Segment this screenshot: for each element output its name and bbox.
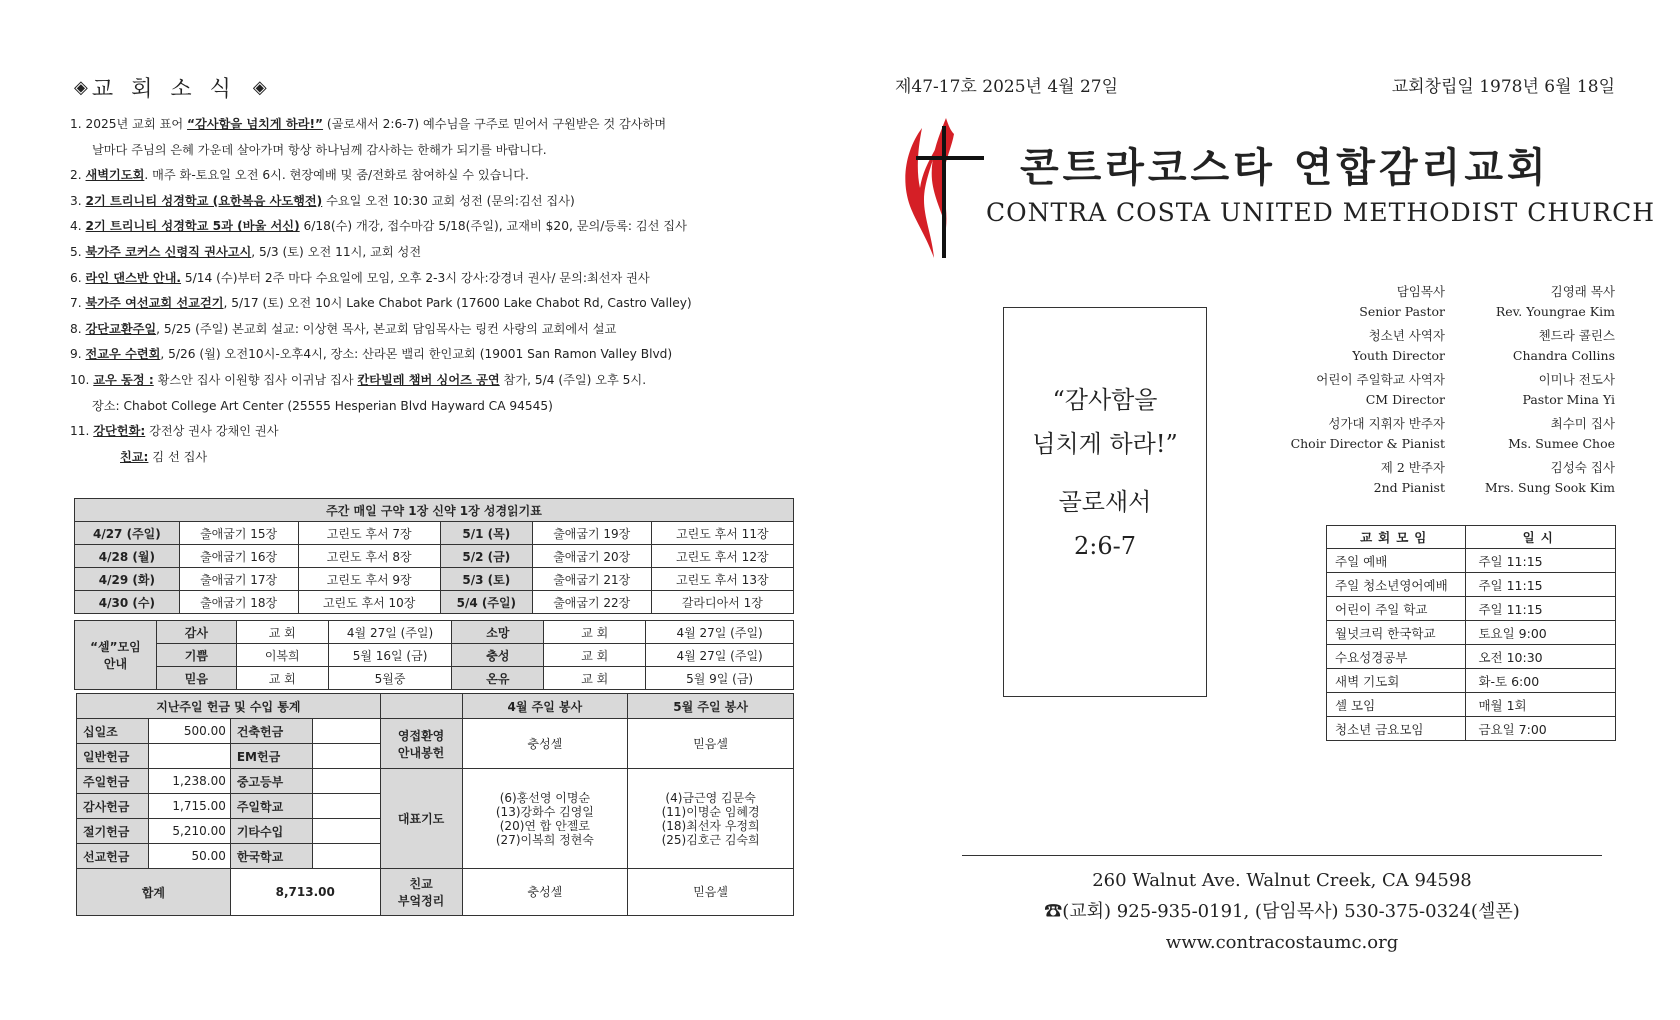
cell-value: 4월 27일 (주일) xyxy=(328,621,452,644)
news-text: . 매주 화-토요일 오전 6시. 현장예배 및 줌/전화로 참여하실 수 있습니다. xyxy=(144,168,529,183)
total-amount: 8,713.00 xyxy=(230,869,380,916)
news-text: 3. xyxy=(70,193,86,208)
may-service-header: 5월 주일 봉사 xyxy=(628,694,794,719)
offering-amount xyxy=(148,744,230,769)
reading-chapter: 출애굽기 15장 xyxy=(179,522,298,545)
reading-header: 주간 매일 구약 1장 신약 1장 성경읽기표 xyxy=(75,499,794,522)
news-emphasis: 전교우 수련회 xyxy=(85,347,161,362)
news-item xyxy=(70,394,810,420)
reading-date: 5/2 (금) xyxy=(440,545,532,568)
staff-row xyxy=(1290,478,1615,498)
offering-amount xyxy=(312,844,380,869)
staff-name: Pastor Mina Yi xyxy=(1522,392,1615,407)
cell-group-name: 충성 xyxy=(452,644,544,667)
meeting-time: 토요일 9:00 xyxy=(1466,621,1616,645)
cell-value: 교 회 xyxy=(236,621,328,644)
reading-date: 4/27 (주일) xyxy=(75,522,180,545)
divider xyxy=(962,855,1602,856)
cell-group-name: 기쁨 xyxy=(156,644,236,667)
staff-role: Senior Pastor xyxy=(1359,304,1445,319)
news-emphasis: 2기 트리니티 성경학교 5과 (바울 서신) xyxy=(85,219,300,234)
meeting-time: 화-토 6:00 xyxy=(1466,669,1616,693)
news-item xyxy=(70,317,810,343)
total-label: 합계 xyxy=(77,869,231,916)
motto-line-3: 골로새서 xyxy=(1058,488,1152,516)
staff-role: Choir Director & Pianist xyxy=(1290,436,1445,451)
news-item xyxy=(70,368,810,394)
staff-name: 첸드라 콜린스 xyxy=(1538,328,1615,343)
news-emphasis: 새벽기도회 xyxy=(85,168,145,183)
news-emphasis: 친교: xyxy=(120,449,149,464)
cell-meeting-table xyxy=(74,620,794,690)
cell-value: 이복희 xyxy=(236,644,328,667)
staff-row xyxy=(1290,458,1615,478)
cell-value: 교 회 xyxy=(544,667,646,690)
news-item xyxy=(70,138,810,164)
news-text: 6. xyxy=(70,270,86,285)
may-service: (4)금근영 김문숙 (11)이명순 임혜경 (18)최선자 우정희 (25)김호근 김숙희 xyxy=(628,769,794,869)
meeting-time: 매월 1회 xyxy=(1466,693,1616,717)
reading-chapter: 고린도 후서 7장 xyxy=(298,522,440,545)
staff-role: Youth Director xyxy=(1352,348,1445,363)
meeting-time: 주일 11:15 xyxy=(1466,597,1616,621)
motto-line-4: 2:6-7 xyxy=(1073,532,1136,560)
news-text: 8. xyxy=(70,321,86,336)
staff-name: 김영래 목사 xyxy=(1550,284,1615,299)
news-text: , 5/26 (월) 오전10시-오후4시, 장소: 산라몬 밸리 한인교회 (19001 San Ramon Valley Blvd) xyxy=(160,347,673,362)
cross-and-flame-logo xyxy=(902,118,986,260)
cell-group-name: 온유 xyxy=(452,667,544,690)
news-emphasis: 강단헌화: xyxy=(93,424,146,439)
offering-label: 주일헌금 xyxy=(77,769,149,794)
news-emphasis: 북가주 여선교회 선교걷기 xyxy=(85,296,224,311)
offering-label: 한국학교 xyxy=(230,844,312,869)
offering-label: 감사헌금 xyxy=(77,794,149,819)
staff-row xyxy=(1290,282,1615,302)
news-list xyxy=(70,112,810,470)
bible-reading-table xyxy=(74,498,794,614)
staff-row xyxy=(1290,370,1615,390)
staff-role: CM Director xyxy=(1365,392,1445,407)
apr-service-header: 4월 주일 봉사 xyxy=(462,694,628,719)
motto-line-1: “감사함을 xyxy=(1052,386,1158,414)
may-service: 믿음셀 xyxy=(628,719,794,769)
offering-label: 중고등부 xyxy=(230,769,312,794)
news-emphasis: 2기 트리니티 성경학교 (요한복음 사도행전) xyxy=(85,193,323,208)
reading-chapter: 고린도 후서 11장 xyxy=(651,522,793,545)
reading-date: 5/1 (목) xyxy=(440,522,532,545)
service-label: 영접환영 안내봉헌 xyxy=(380,719,462,769)
meeting-name: 청소년 금요모임 xyxy=(1327,717,1466,741)
cell-value: 교 회 xyxy=(544,621,646,644)
reading-chapter: 갈라디아서 1장 xyxy=(651,591,793,614)
apr-service: (6)홍선영 이명순 (13)강화수 김영일 (20)연 합 안젤로 (27)이복희 정현숙 xyxy=(462,769,628,869)
diamond-icon: ◈ xyxy=(74,77,88,98)
news-text: 10. xyxy=(70,372,94,387)
cell-value: 5월중 xyxy=(328,667,452,690)
meetings-header-time: 일시 xyxy=(1466,526,1616,549)
offering-amount: 5,210.00 xyxy=(148,819,230,844)
news-text: 참가, 5/4 (주일) 오후 5시. xyxy=(499,372,647,387)
offering-label: 절기헌금 xyxy=(77,819,149,844)
motto-line-2: 넘치게 하라!” xyxy=(1032,430,1178,458)
reading-date: 4/30 (수) xyxy=(75,591,180,614)
cell-group-name: 소망 xyxy=(452,621,544,644)
reading-chapter: 고린도 후서 8장 xyxy=(298,545,440,568)
news-text: (골로새서 2:6-7) 예수님을 구주로 믿어서 구원받은 것 감사하며 xyxy=(323,117,667,131)
staff-role: 청소년 사역자 xyxy=(1368,328,1445,343)
staff-name: 최수미 집사 xyxy=(1550,416,1615,431)
offering-amount xyxy=(312,744,380,769)
staff-name: Rev. Youngrae Kim xyxy=(1495,304,1615,319)
news-title: ◈ 교회소식 ◈ xyxy=(74,77,267,102)
cell-group-name: 감사 xyxy=(156,621,236,644)
reading-chapter: 출애굽기 18장 xyxy=(179,591,298,614)
issue-date: 제47-17호 2025년 4월 27일 xyxy=(895,77,1119,97)
news-emphasis: 칸타빌레 챔버 싱어즈 공연 xyxy=(357,372,500,387)
news-emphasis: 라인 댄스반 안내. xyxy=(85,270,182,285)
cell-value: 4월 27일 (주일) xyxy=(646,644,794,667)
cell-value: 5월 16일 (금) xyxy=(328,644,452,667)
cell-meeting-label xyxy=(75,621,157,690)
finance-header: 지난주일 헌금 및 수입 통계 xyxy=(77,694,381,719)
staff-row xyxy=(1290,326,1615,346)
news-text: 4. xyxy=(70,219,86,234)
offering-label: 선교헌금 xyxy=(77,844,149,869)
meeting-name: 주일 청소년영어예배 xyxy=(1327,573,1466,597)
reading-chapter: 출애굽기 19장 xyxy=(532,522,651,545)
apr-service: 충성셀 xyxy=(462,869,628,916)
reading-date: 4/28 (월) xyxy=(75,545,180,568)
offering-label: EM헌금 xyxy=(230,744,312,769)
phone-numbers: ☎(교회) 925-935-0191, (담임목사) 530-375-0324(셀폰) xyxy=(1044,901,1520,922)
diamond-icon: ◈ xyxy=(252,77,267,98)
reading-date: 5/3 (토) xyxy=(440,568,532,591)
news-text: 김 선 집사 xyxy=(148,449,208,464)
news-item xyxy=(70,112,810,138)
staff-role: 담임목사 xyxy=(1396,284,1445,299)
staff-role: 어린이 주일학교 사역자 xyxy=(1316,372,1445,387)
offering-label: 십일조 xyxy=(77,719,149,744)
meeting-name: 새벽 기도회 xyxy=(1327,669,1466,693)
news-text: 1. 2025년 교회 표어 xyxy=(70,117,188,131)
offering-amount: 1,715.00 xyxy=(148,794,230,819)
service-label: 친교 부엌정리 xyxy=(380,869,462,916)
meeting-name: 주일 예배 xyxy=(1327,549,1466,573)
apr-service: 충성셀 xyxy=(462,719,628,769)
cell-label-line: “셀”모임 xyxy=(90,640,141,654)
offering-amount xyxy=(312,719,380,744)
news-item xyxy=(70,266,810,292)
reading-chapter: 출애굽기 20장 xyxy=(532,545,651,568)
staff-list xyxy=(1290,282,1615,502)
reading-date: 4/29 (화) xyxy=(75,568,180,591)
cell-value: 5월 9일 (금) xyxy=(646,667,794,690)
reading-chapter: 고린도 후서 9장 xyxy=(298,568,440,591)
news-text: 강전상 권사 강채인 권사 xyxy=(145,424,279,439)
news-text: , 5/25 (주일) 본교회 설교: 이상현 목사, 본교회 담임목사는 링컨 사랑의 교회에서 설교 xyxy=(156,321,617,336)
meeting-time: 오전 10:30 xyxy=(1466,645,1616,669)
motto-box xyxy=(1003,307,1207,697)
staff-row xyxy=(1290,346,1615,366)
meetings-table xyxy=(1326,525,1616,741)
cell-group-name: 믿음 xyxy=(156,667,236,690)
news-emphasis: 강단교환주일 xyxy=(85,321,157,336)
meeting-name: 수요성경공부 xyxy=(1327,645,1466,669)
news-text: 황스안 집사 이원향 집사 이귀남 집사 xyxy=(153,372,358,387)
news-item xyxy=(70,240,810,266)
cell-value: 4월 27일 (주일) xyxy=(646,621,794,644)
offering-amount: 50.00 xyxy=(148,844,230,869)
reading-chapter: 출애굽기 16장 xyxy=(179,545,298,568)
offering-label: 일반헌금 xyxy=(77,744,149,769)
meeting-time: 주일 11:15 xyxy=(1466,573,1616,597)
reading-chapter: 고린도 후서 10장 xyxy=(298,591,440,614)
news-text: 수요일 오전 10:30 교회 성전 (문의:김선 집사) xyxy=(322,193,575,208)
meetings-header-name: 교회모임 xyxy=(1327,526,1466,549)
meeting-name: 셀 모임 xyxy=(1327,693,1466,717)
offering-amount xyxy=(312,794,380,819)
staff-name: 김성숙 집사 xyxy=(1550,460,1615,475)
service-label: 대표기도 xyxy=(380,769,462,869)
staff-row xyxy=(1290,434,1615,454)
staff-row xyxy=(1290,302,1615,322)
news-text: 7. xyxy=(70,296,86,311)
news-item xyxy=(70,163,810,189)
offering-amount: 1,238.00 xyxy=(148,769,230,794)
cell-value: 교 회 xyxy=(544,644,646,667)
news-item xyxy=(70,214,810,240)
offering-label: 기타수입 xyxy=(230,819,312,844)
cell-label-line: 안내 xyxy=(103,657,128,671)
offering-label: 주일학교 xyxy=(230,794,312,819)
news-text: , 5/17 (토) 오전 10시 Lake Chabot Park (17600 Lake Chabot Rd, Castro Valley) xyxy=(223,296,692,311)
offering-label: 건축헌금 xyxy=(230,719,312,744)
reading-chapter: 출애굽기 17장 xyxy=(179,568,298,591)
meeting-name: 어린이 주일 학교 xyxy=(1327,597,1466,621)
staff-role: 2nd Pianist xyxy=(1373,480,1445,495)
news-text: 11. xyxy=(70,424,94,439)
staff-row xyxy=(1290,390,1615,410)
staff-row xyxy=(1290,414,1615,434)
news-text: 날마다 주님의 은혜 가운데 살아가며 항상 하나님께 감사하는 한해가 되기를 바랍니다. xyxy=(92,142,547,157)
news-item xyxy=(70,189,810,215)
street-address: 260 Walnut Ave. Walnut Creek, CA 94598 xyxy=(1092,870,1472,891)
finance-service-table xyxy=(76,693,794,916)
offering-amount xyxy=(312,819,380,844)
news-item xyxy=(70,445,810,471)
news-emphasis: 북가주 코커스 신령직 권사고시 xyxy=(85,244,252,259)
reading-chapter: 출애굽기 21장 xyxy=(532,568,651,591)
news-text: 5. xyxy=(70,244,86,259)
reading-chapter: 고린도 후서 13장 xyxy=(651,568,793,591)
church-english-name: CONTRA COSTA UNITED METHODIST CHURCH xyxy=(986,198,1656,227)
news-text: 9. xyxy=(70,347,86,362)
cell-value: 교 회 xyxy=(236,667,328,690)
reading-chapter: 출애굽기 22장 xyxy=(532,591,651,614)
news-text: , 5/3 (토) 오전 11시, 교회 성전 xyxy=(251,244,422,259)
meeting-name: 월넛크릭 한국학교 xyxy=(1327,621,1466,645)
staff-name: Mrs. Sung Sook Kim xyxy=(1484,480,1615,495)
address-block xyxy=(962,865,1602,958)
staff-role: 제 2 반주자 xyxy=(1380,460,1445,475)
offering-amount xyxy=(312,769,380,794)
meeting-time: 주일 11:15 xyxy=(1466,549,1616,573)
staff-name: Chandra Collins xyxy=(1512,348,1615,363)
founding-date: 교회창립일 1978년 6월 18일 xyxy=(1391,77,1615,97)
news-item xyxy=(70,419,810,445)
meeting-time: 금요일 7:00 xyxy=(1466,717,1616,741)
offering-amount: 500.00 xyxy=(148,719,230,744)
may-service: 믿음셀 xyxy=(628,869,794,916)
news-text: 5/14 (수)부터 2주 마다 수요일에 모임, 오후 2-3시 강사:강경녀 권사/ 문의:최선자 권사 xyxy=(181,270,650,285)
church-korean-name: 콘트라코스타 연합감리교회 xyxy=(1020,144,1550,191)
staff-name: Ms. Sumee Choe xyxy=(1508,436,1615,451)
news-text: 2. xyxy=(70,168,86,183)
news-text: 6/18(수) 개강, 접수마감 5/18(주일), 교재비 $20, 문의/등록: 김선 집사 xyxy=(299,219,687,234)
reading-date: 5/4 (주일) xyxy=(440,591,532,614)
news-emphasis: 교우 동정 : xyxy=(93,372,154,387)
staff-role: 성가대 지휘자 반주자 xyxy=(1328,416,1445,431)
staff-name: 이미나 전도사 xyxy=(1538,372,1615,387)
news-item xyxy=(70,342,810,368)
reading-chapter: 고린도 후서 12장 xyxy=(651,545,793,568)
news-item xyxy=(70,291,810,317)
website-link[interactable]: www.contracostaumc.org xyxy=(1165,932,1399,953)
news-text: 장소: Chabot College Art Center (25555 Hesperian Blvd Hayward CA 94545) xyxy=(92,398,553,413)
news-emphasis: “감사함을 넘치게 하라!” xyxy=(187,117,324,131)
